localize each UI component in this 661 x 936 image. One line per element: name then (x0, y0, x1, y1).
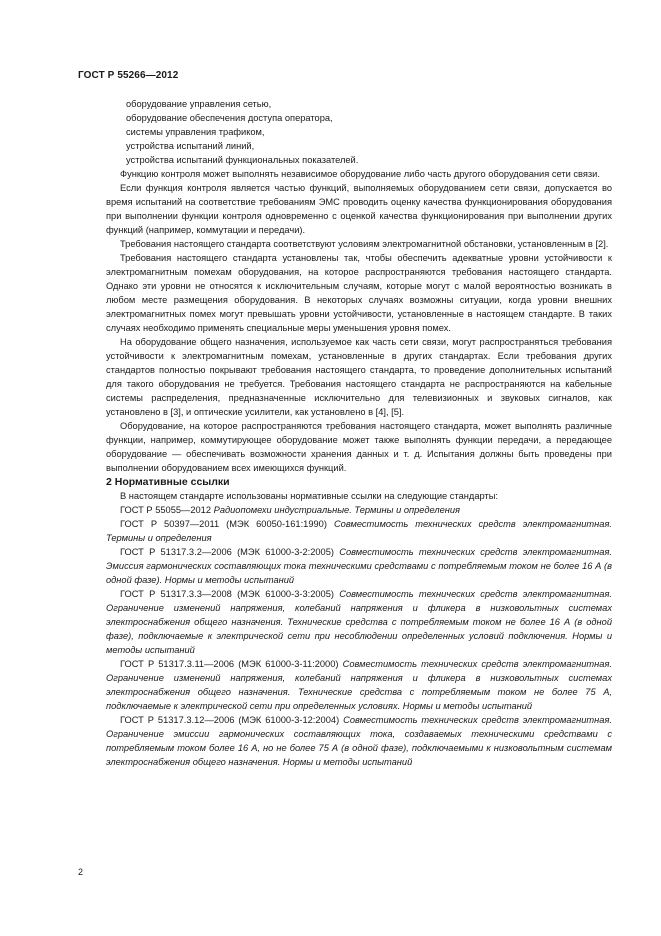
reference-code: ГОСТ Р 51317.3.12—2006 (МЭК 61000-3-12:2004) (120, 715, 340, 725)
reference-code: ГОСТ Р 51317.3.3—2008 (МЭК 61000-3-3:2005) (120, 589, 334, 599)
reference-title: Радиопомехи индустриальные. Термины и определения (211, 505, 461, 515)
paragraph: Требования настоящего стандарта установлены так, чтобы обеспечить адекватные уровни устойчивости к электромагнитным помехам оборудования, на которое распространяются требования настоящего стандарта. Однако эти уровни не относятся к исключительным случаям, которые могут с малой вероятностью возникать в любом месте размещения оборудования. В некоторых случаях возможны ситуации, когда уровни внешних электромагнитных помех могут превышать уровни устойчивости, установленные в настоящем стандарте. В таких случаях необходимо применять специальные меры уменьшения уровня помех. (106, 253, 612, 333)
reference-title: Совместимость технических средств электромагнитная. Ограничение эмиссии гармонических составляющих тока, создаваемых техническими средствами с потребляемым током более 16 А, но не более 75 А (в одной фазе), подключаемыми к низковольтным системам электроснабжения общего назначения. Нормы и методы испытаний (106, 715, 612, 767)
reference-title: Совместимость технических средств электромагнитная. Ограничение изменений напряжения, колебаний напряжения и фликера в низковольтных системах электроснабжения общего назначения. Технические средства с потребляемым током не более 75 А, подключаемые к электрической сети при определенных условиях. Нормы и методы испытаний (106, 659, 613, 711)
reference-title: Совместимость технических средств электромагнитная. Эмиссия гармонических составляющих тока техническими средствами с потребляемым током не более 16 А (в одной фазе). Нормы и методы испытаний (106, 547, 612, 585)
reference-item (106, 713, 612, 769)
reference-code: ГОСТ Р 51317.3.2—2006 (МЭК 61000-3-2:2005) (120, 547, 334, 557)
list-item: оборудование обеспечения доступа оператора, (126, 113, 333, 123)
paragraph: На оборудование общего назначения, используемое как часть сети связи, могут распространяться требования устойчивости к электромагнитным помехам, установленные в других стандартах. Если требования других стандартов полностью покрывают требования настоящего стандарта, то проведение дополнительных испытаний для такого оборудования не требуется. Требования настоящего стандарта не распространяются на кабельные системы распределения, предназначенные исключительно для телевизионных и звуковых сигналов, как установлено в [3], и оптические усилители, как установлено в [4], [5]. (106, 337, 612, 417)
paragraph: Если функция контроля является частью функций, выполняемых оборудованием сети связи, допускается во время испытаний на соответствие требованиям ЭМС проводить оценку качества функционирования оборудования при выполнении функции контроля одновременно с оценкой качества функционирования при выполнении других функций (например, коммутации и передачи). (106, 183, 612, 235)
page-number: 2 (78, 867, 84, 877)
reference-code: ГОСТ Р 51317.3.11—2006 (МЭК 61000-3-11:2000) (120, 659, 339, 669)
section-intro: В настоящем стандарте использованы нормативные ссылки на следующие стандарты: (120, 491, 499, 501)
paragraph: Функцию контроля может выполнять независимое оборудование либо часть другого оборудования сети связи. (120, 169, 600, 179)
list-item: устройства испытаний линий, (126, 141, 255, 151)
paragraph: Требования настоящего стандарта соответствуют условиям электромагнитной обстановки, установленным в [2]. (120, 239, 609, 249)
reference-item (106, 587, 612, 657)
reference-title: Совместимость технических средств электромагнитная. Ограничение изменений напряжения, колебаний напряжения и фликера в низковольтных системах электроснабжения общего назначения. Технические средства с потребляемым током не более 16 А (в одной фазе), подключаемые к электрической сети при несоблюдении определенных условий подключения. Нормы и методы испытаний (106, 589, 612, 655)
section-title: 2 Нормативные ссылки (106, 476, 230, 488)
paragraph: Оборудование, на которое распространяются требования настоящего стандарта, может выполнять различные функции, например, коммутирующее оборудование может также выполнять функции передачи, а передающее оборудование — обеспечивать возможности хранения данных и т. д. Испытания должны быть проведены при выполнении оборудованием всех имеющихся функций. (106, 421, 612, 473)
document-header: ГОСТ Р 55266—2012 (78, 70, 179, 81)
reference-item (106, 517, 612, 545)
reference-item (106, 657, 612, 713)
list-item: системы управления трафиком, (126, 127, 265, 137)
reference-item (106, 545, 612, 587)
reference-code: ГОСТ Р 55055—2012 (120, 505, 212, 515)
reference-item (106, 503, 612, 517)
reference-title: Совместимость технических средств электромагнитная. Термины и определения (106, 519, 612, 543)
list-item: устройства испытаний функциональных показателей. (126, 155, 359, 165)
reference-code: ГОСТ Р 50397—2011 (МЭК 60050-161:1990) (120, 519, 327, 529)
list-item: оборудование управления сетью, (126, 99, 272, 109)
page-content (106, 97, 612, 769)
